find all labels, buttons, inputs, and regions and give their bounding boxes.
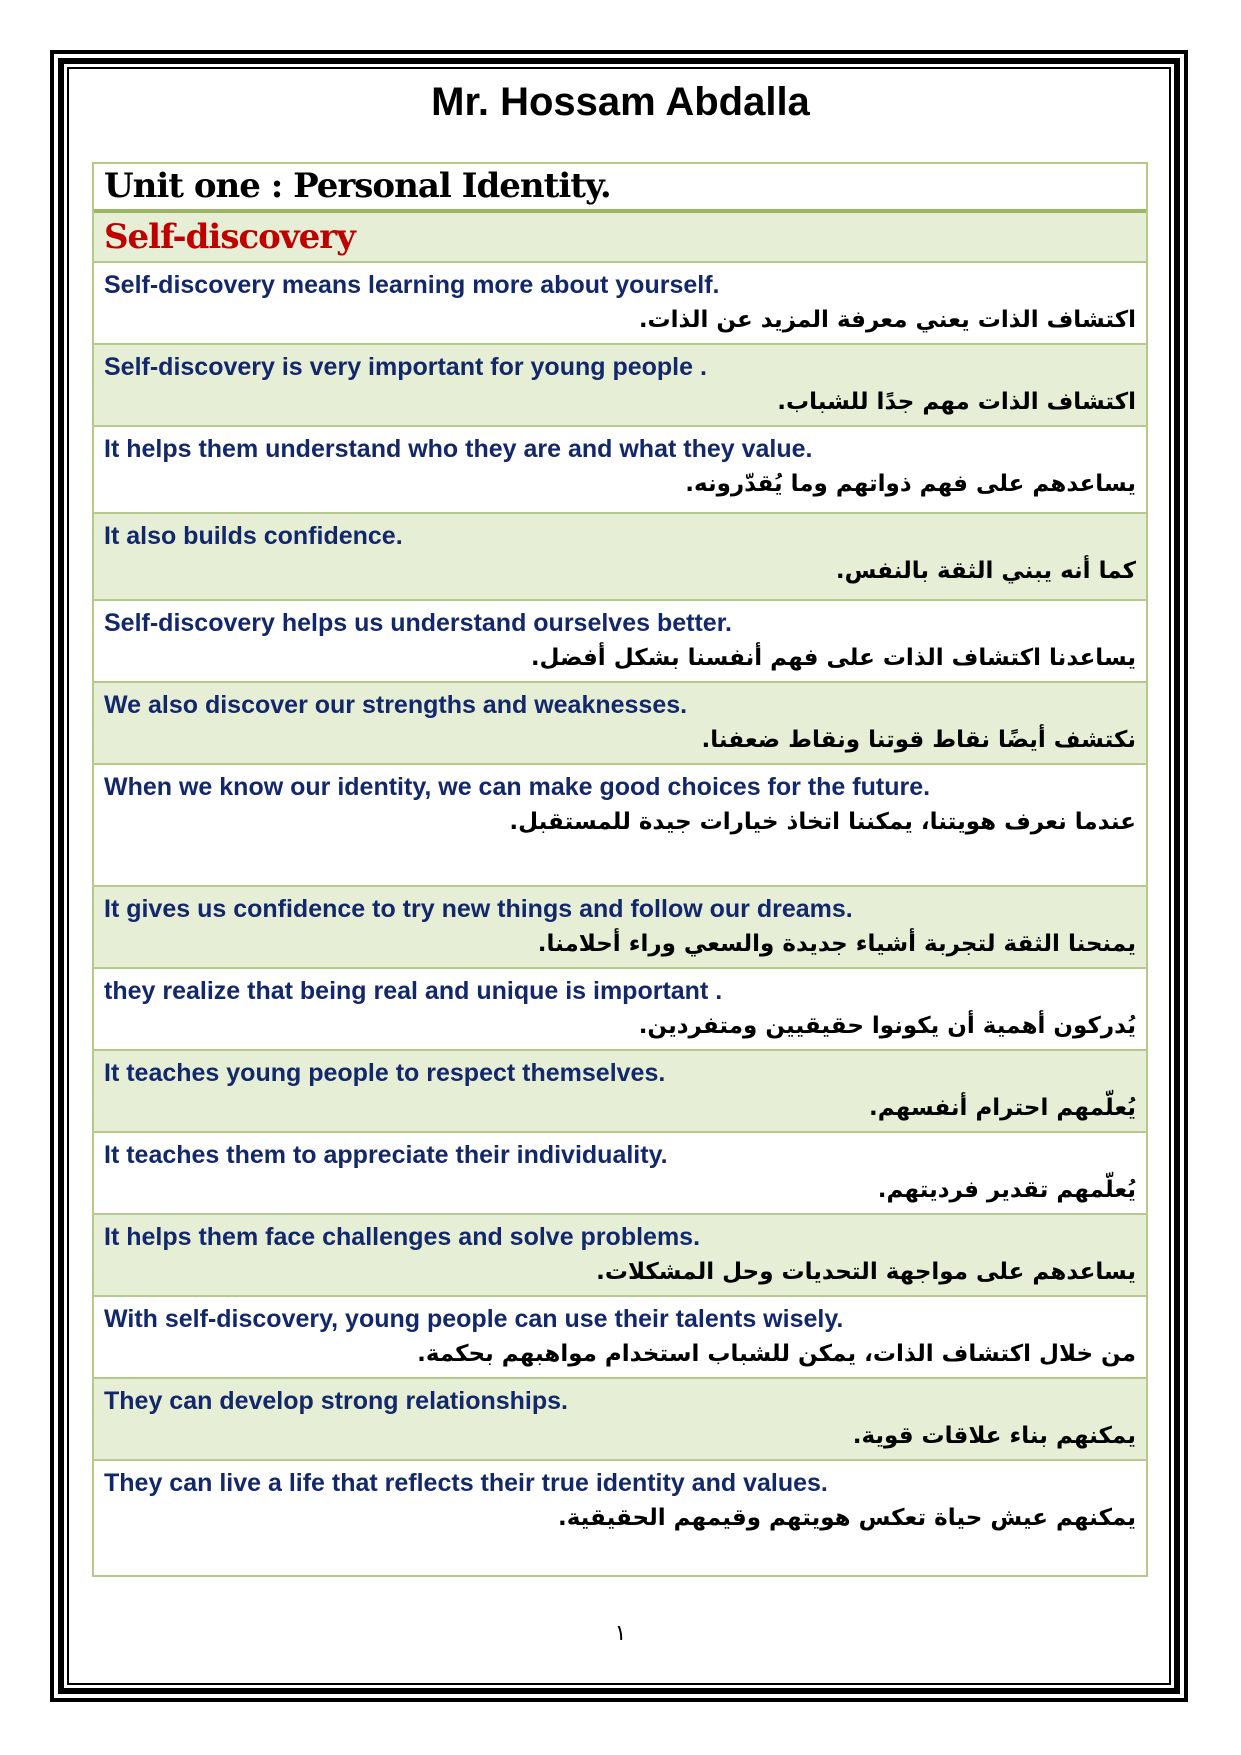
sentence-row bbox=[94, 1379, 1146, 1461]
arabic-translation: من خلال اكتشاف الذات، يمكن للشباب استخدام مواهبهم بحكمة. bbox=[417, 1341, 1136, 1367]
arabic-translation: يُعلّمهم احترام أنفسهم. bbox=[869, 1095, 1136, 1121]
english-sentence: It gives us confidence to try new things and follow our dreams. bbox=[104, 895, 853, 923]
english-sentence: It helps them face challenges and solve problems. bbox=[104, 1223, 701, 1251]
sentence-row bbox=[94, 1133, 1146, 1215]
english-sentence: Self-discovery means learning more about yourself. bbox=[104, 271, 720, 299]
sentence-row bbox=[94, 969, 1146, 1051]
arabic-translation: اكتشاف الذات يعني معرفة المزيد عن الذات. bbox=[638, 307, 1136, 333]
arabic-translation: يُعلّمهم تقدير فرديتهم. bbox=[877, 1177, 1136, 1203]
arabic-translation: يساعدهم على فهم ذواتهم وما يُقدّرونه. bbox=[685, 471, 1136, 497]
section-title: Self-discovery bbox=[94, 213, 1146, 263]
english-sentence: They can develop strong relationships. bbox=[104, 1387, 568, 1415]
english-sentence: We also discover our strengths and weaknesses. bbox=[104, 691, 688, 719]
english-sentence: It teaches them to appreciate their individuality. bbox=[104, 1141, 668, 1169]
english-sentence: With self-discovery, young people can use their talents wisely. bbox=[104, 1305, 844, 1333]
arabic-translation: يمكنهم عيش حياة تعكس هويتهم وقيمهم الحقيقية. bbox=[557, 1505, 1136, 1531]
sentence-row bbox=[94, 1215, 1146, 1297]
arabic-translation: اكتشاف الذات مهم جدًا للشباب. bbox=[777, 389, 1136, 415]
english-sentence: It helps them understand who they are and what they value. bbox=[104, 435, 813, 463]
arabic-translation: يساعدنا اكتشاف الذات على فهم أنفسنا بشكل أفضل. bbox=[530, 645, 1136, 671]
sentence-row bbox=[94, 1461, 1146, 1575]
english-sentence: Self-discovery helps us understand ourselves better. bbox=[104, 609, 732, 637]
sentence-row bbox=[94, 514, 1146, 601]
sentence-row bbox=[94, 1051, 1146, 1133]
sentence-row bbox=[94, 601, 1146, 683]
sentence-row bbox=[94, 683, 1146, 765]
sentence-row bbox=[94, 765, 1146, 887]
arabic-translation: يمنحنا الثقة لتجربة أشياء جديدة والسعي وراء أحلامنا. bbox=[537, 931, 1136, 957]
sentence-row bbox=[94, 1297, 1146, 1379]
unit-title: Unit one : Personal Identity. bbox=[94, 164, 1146, 213]
english-sentence: they realize that being real and unique is important . bbox=[104, 977, 723, 1005]
vocabulary-table bbox=[92, 162, 1148, 1577]
english-sentence: It also builds confidence. bbox=[104, 522, 403, 550]
page-number: ١ bbox=[614, 1620, 627, 1645]
english-sentence: They can live a life that reflects their true identity and values. bbox=[104, 1469, 828, 1497]
english-sentence: Self-discovery is very important for young people . bbox=[104, 353, 707, 381]
arabic-translation: يُدركون أهمية أن يكونوا حقيقيين ومتفردين. bbox=[638, 1013, 1136, 1039]
arabic-translation: نكتشف أيضًا نقاط قوتنا ونقاط ضعفنا. bbox=[701, 727, 1136, 753]
sentence-row bbox=[94, 345, 1146, 427]
english-sentence: When we know our identity, we can make good choices for the future. bbox=[104, 773, 931, 801]
arabic-translation: يساعدهم على مواجهة التحديات وحل المشكلات. bbox=[596, 1259, 1136, 1285]
arabic-translation: يمكنهم بناء علاقات قوية. bbox=[852, 1423, 1136, 1449]
arabic-translation: كما أنه يبني الثقة بالنفس. bbox=[835, 558, 1136, 584]
sentence-row bbox=[94, 887, 1146, 969]
sentence-row bbox=[94, 427, 1146, 514]
sentence-row bbox=[94, 263, 1146, 345]
english-sentence: It teaches young people to respect themselves. bbox=[104, 1059, 666, 1087]
author-title: Mr. Hossam Abdalla bbox=[431, 80, 810, 124]
arabic-translation: عندما نعرف هويتنا، يمكننا اتخاذ خيارات جيدة للمستقبل. bbox=[509, 809, 1136, 835]
